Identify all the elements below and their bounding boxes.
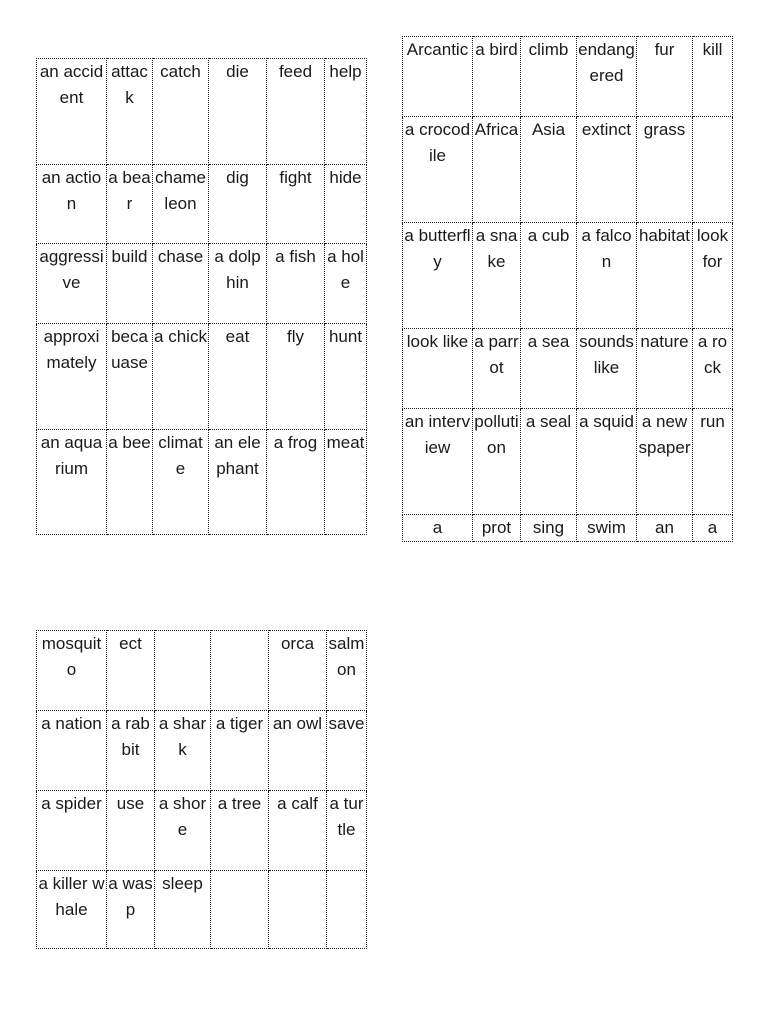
word-card: Africa [473, 117, 521, 223]
word-card: look like [403, 329, 473, 409]
word-card [211, 631, 269, 711]
word-card: a cub [521, 223, 577, 329]
word-card: a newspaper [637, 409, 693, 515]
word-card: a butterfly [403, 223, 473, 329]
word-card: mosquito [37, 631, 107, 711]
word-card: a calf [269, 791, 327, 871]
word-card: chase [153, 244, 209, 324]
word-card: extinct [577, 117, 637, 223]
word-card: hunt [325, 324, 367, 430]
word-card: hide [325, 165, 367, 244]
word-card: a chick [153, 324, 209, 430]
word-card: a hole [325, 244, 367, 324]
word-card: help [325, 59, 367, 165]
word-card: a rabbit [107, 711, 155, 791]
word-card: fight [267, 165, 325, 244]
word-card: sing [521, 515, 577, 542]
word-card: look for [693, 223, 733, 329]
word-card: a bear [107, 165, 153, 244]
word-card: a shark [155, 711, 211, 791]
word-card: fly [267, 324, 325, 430]
word-card: feed [267, 59, 325, 165]
word-card: a fish [267, 244, 325, 324]
word-card [693, 117, 733, 223]
word-card: a wasp [107, 871, 155, 949]
word-card: Arcantic [403, 37, 473, 117]
word-card: salmon [327, 631, 367, 711]
word-card: a rock [693, 329, 733, 409]
word-card: a bird [473, 37, 521, 117]
word-card [211, 871, 269, 949]
word-card: an aquarium [37, 430, 107, 535]
word-card [269, 871, 327, 949]
word-card: run [693, 409, 733, 515]
word-card: an interview [403, 409, 473, 515]
word-card-grid-2 [402, 36, 733, 542]
word-card: an elephant [209, 430, 267, 535]
word-card: a frog [267, 430, 325, 535]
word-card: aggressive [37, 244, 107, 324]
word-card: a crocodile [403, 117, 473, 223]
word-card: prot [473, 515, 521, 542]
word-card: nature [637, 329, 693, 409]
word-card: a [403, 515, 473, 542]
word-card: pollution [473, 409, 521, 515]
word-card: a sea [521, 329, 577, 409]
word-card: becauase [107, 324, 153, 430]
word-card: dig [209, 165, 267, 244]
word-card: a killer whale [37, 871, 107, 949]
word-card: kill [693, 37, 733, 117]
word-card: sounds like [577, 329, 637, 409]
word-card: a spider [37, 791, 107, 871]
word-card: a shore [155, 791, 211, 871]
word-card: use [107, 791, 155, 871]
word-card: swim [577, 515, 637, 542]
word-card: an owl [269, 711, 327, 791]
word-card: die [209, 59, 267, 165]
word-card: climate [153, 430, 209, 535]
word-card: meat [325, 430, 367, 535]
word-card: habitat [637, 223, 693, 329]
word-card: grass [637, 117, 693, 223]
word-card: a parrot [473, 329, 521, 409]
word-card: Asia [521, 117, 577, 223]
word-card: a turtle [327, 791, 367, 871]
word-card: approximately [37, 324, 107, 430]
word-card: an [637, 515, 693, 542]
word-card [327, 871, 367, 949]
word-card: a tiger [211, 711, 269, 791]
word-card: a nation [37, 711, 107, 791]
word-card-grid-3 [36, 630, 367, 949]
word-card: build [107, 244, 153, 324]
word-card [155, 631, 211, 711]
word-card: a dolphin [209, 244, 267, 324]
word-card: chameleon [153, 165, 209, 244]
word-card-grid-1 [36, 58, 367, 535]
word-card: a bee [107, 430, 153, 535]
word-card: save [327, 711, 367, 791]
word-card: endangered [577, 37, 637, 117]
word-card: a squid [577, 409, 637, 515]
word-card: a tree [211, 791, 269, 871]
word-card: fur [637, 37, 693, 117]
word-card: a seal [521, 409, 577, 515]
word-card: attack [107, 59, 153, 165]
word-card: eat [209, 324, 267, 430]
word-card: an action [37, 165, 107, 244]
word-card: a falcon [577, 223, 637, 329]
word-card: an accident [37, 59, 107, 165]
word-card: catch [153, 59, 209, 165]
word-card: ect [107, 631, 155, 711]
word-card: climb [521, 37, 577, 117]
word-card: a snake [473, 223, 521, 329]
word-card: sleep [155, 871, 211, 949]
word-card: orca [269, 631, 327, 711]
word-card: a [693, 515, 733, 542]
